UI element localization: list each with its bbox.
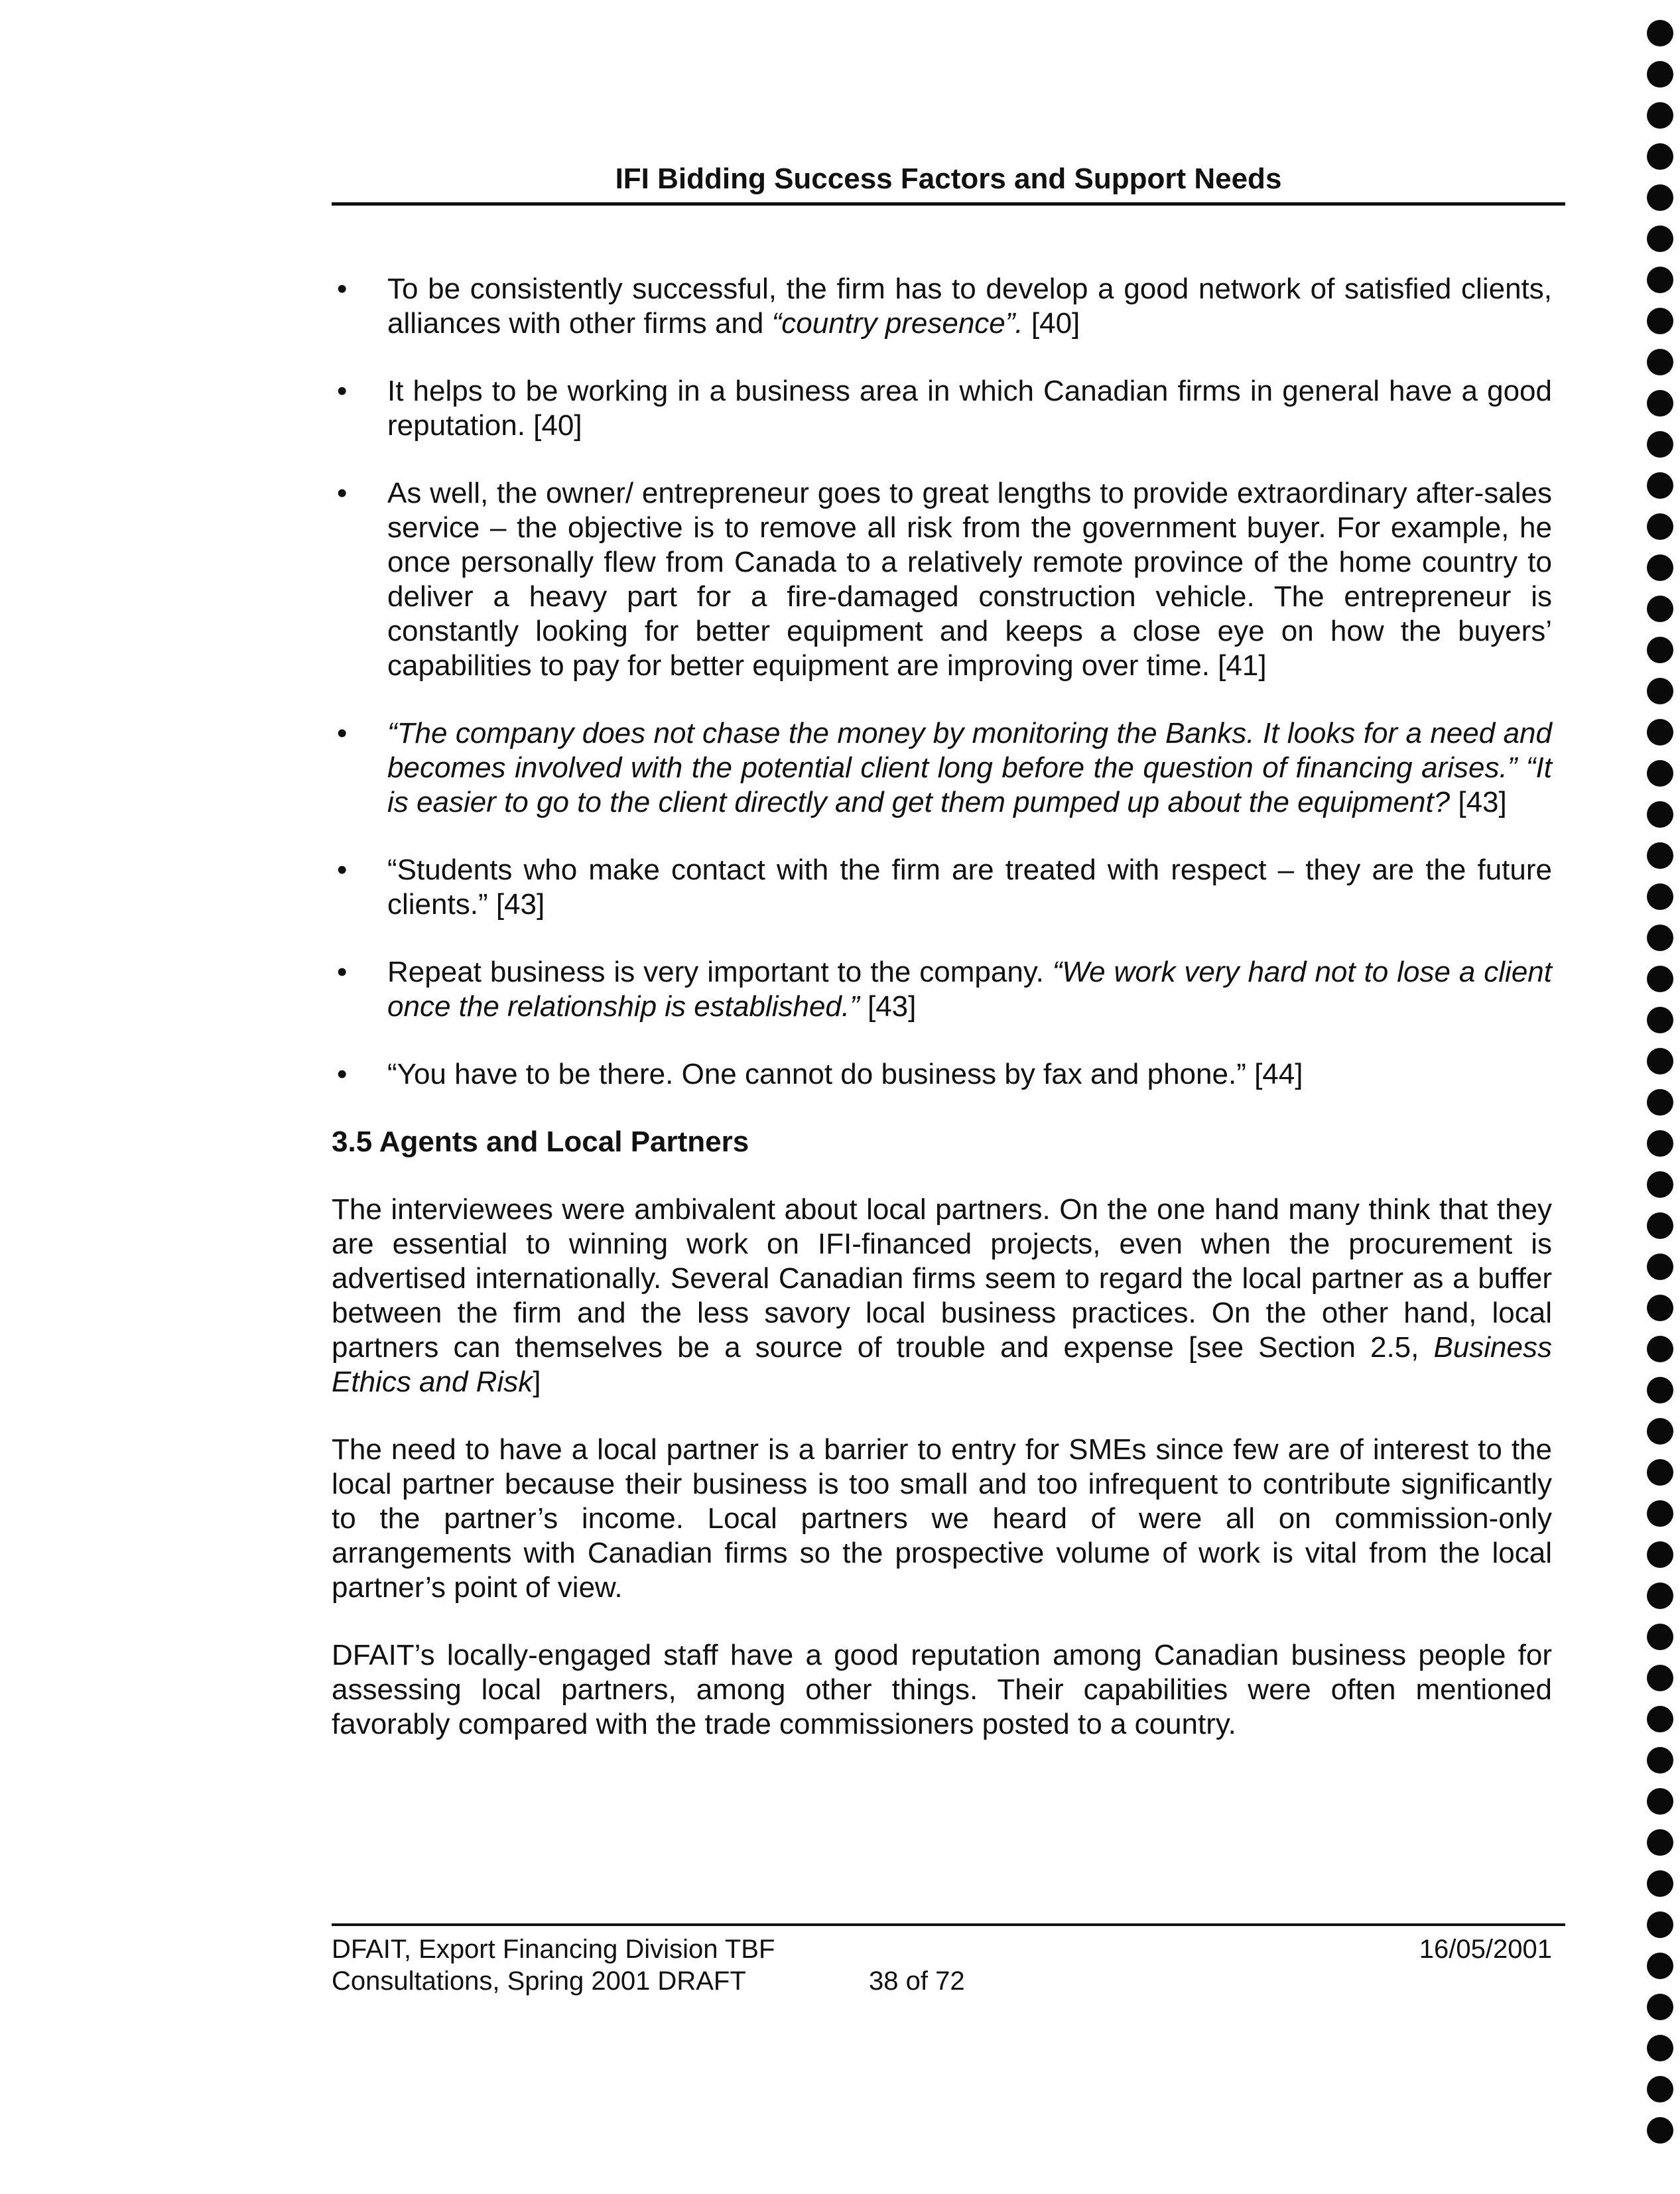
body-paragraph (332, 1638, 1552, 1742)
binding-hole (1647, 596, 1673, 622)
section-body (332, 1193, 1552, 1742)
binding-hole (1647, 1911, 1673, 1938)
binding-hole (1647, 390, 1673, 417)
binding-hole (1647, 719, 1673, 745)
binding-hole (1647, 308, 1673, 334)
body-paragraph (332, 1433, 1552, 1605)
italic-text: “We work very hard not to lose a client once the relationship is established.” (387, 956, 1552, 1023)
bullet-dot-icon: • (337, 1058, 348, 1090)
bullet-item (332, 853, 1552, 922)
footer-rule (332, 1923, 1565, 1926)
binding-hole (1647, 1500, 1673, 1527)
binding-hole (1647, 1541, 1673, 1568)
binding-hole (1647, 472, 1673, 499)
text-run: DFAIT’s locally-engaged staff have a good reputation among Canadian business people for assessing local partners, among other things. Their capabilities were often mentioned favorably compared with the trade commissioners posted to a country. (332, 1639, 1552, 1740)
italic-text: Business Ethics and Risk (332, 1331, 1552, 1398)
binding-hole (1647, 102, 1673, 129)
binding-hole (1647, 1254, 1673, 1280)
binding-hole (1647, 513, 1673, 540)
binding-hole (1647, 1624, 1673, 1650)
binding-hole (1647, 226, 1673, 252)
binding-hole (1647, 1336, 1673, 1362)
text-run: ] (533, 1366, 541, 1398)
binding-hole (1647, 637, 1673, 663)
page-number: 38 of 72 (869, 1967, 965, 1996)
binding-hole (1647, 1582, 1673, 1609)
text-run: [43] (1450, 786, 1507, 818)
binding-hole (1647, 2035, 1673, 2061)
text-run: It helps to be working in a business area in which Canadian firms in general have a good reputation. [40] (387, 375, 1552, 442)
binding-hole (1647, 678, 1673, 704)
binding-hole (1647, 1953, 1673, 1979)
bullet-list (332, 272, 1552, 1092)
binding-hole (1647, 801, 1673, 828)
italic-text: “country presence”. (771, 307, 1023, 340)
body-paragraph (332, 1193, 1552, 1399)
binding-hole (1647, 966, 1673, 992)
header-rule (332, 202, 1565, 206)
binding-hole (1647, 1007, 1673, 1033)
section-heading: 3.5 Agents and Local Partners (332, 1126, 749, 1158)
bullet-dot-icon: • (337, 854, 348, 886)
binding-hole (1647, 1870, 1673, 1897)
bullet-dot-icon: • (337, 375, 348, 407)
bullet-item (332, 1057, 1552, 1092)
footer-source (332, 1933, 775, 1997)
binding-hole (1647, 1418, 1673, 1445)
binding-hole (1647, 1747, 1673, 1774)
text-run: The interviewees were ambivalent about local partners. On the one hand many think that they are essential to winning work on IFI-financed projects, even when the procurement is advertised internationally. Several Canadian firms seem to regard the local partner as a buffer between the firm and the less savory local business practices. On the other hand, local partners can themselves be a source of trouble and expense [see Section 2.5, (332, 1193, 1552, 1364)
binding-hole (1647, 1048, 1673, 1074)
binding-hole (1647, 1130, 1673, 1157)
text-run: “Students who make contact with the firm are treated with respect – they are the future clients.” [43] (387, 854, 1552, 921)
binding-hole (1647, 20, 1673, 46)
bullet-dot-icon: • (337, 717, 348, 749)
binding-hole (1647, 1212, 1673, 1239)
binding-hole (1647, 2117, 1673, 2144)
text-run: “You have to be there. One cannot do business by fax and phone.” [44] (387, 1058, 1303, 1090)
bullet-item (332, 716, 1552, 820)
page-header-title: IFI Bidding Success Factors and Support Needs (615, 162, 1282, 195)
bullet-item (332, 272, 1552, 341)
binding-hole (1647, 267, 1673, 293)
bullet-item (332, 476, 1552, 683)
binding-hole (1647, 1788, 1673, 1815)
binding-hole (1647, 1295, 1673, 1321)
binding-hole (1647, 842, 1673, 869)
text-run: Repeat business is very important to the company. (387, 956, 1053, 988)
binding-hole (1647, 1994, 1673, 2020)
page-content (332, 272, 1552, 1775)
text-run: [40] (1023, 307, 1080, 340)
footer-date: 16/05/2001 (1419, 1935, 1552, 1964)
binding-hole (1647, 1829, 1673, 1856)
text-run: To be consistently successful, the firm has to develop a good network of satisfied clients, alliances with other firms and (387, 273, 1552, 340)
text-run: [43] (859, 990, 917, 1023)
footer-line-2: Consultations, Spring 2001 DRAFT (332, 1967, 746, 1996)
bullet-dot-icon: • (337, 956, 348, 988)
binding-hole (1647, 760, 1673, 787)
binding-hole (1647, 61, 1673, 88)
binding-hole (1647, 349, 1673, 375)
binding-hole (1647, 925, 1673, 951)
bullet-item (332, 955, 1552, 1024)
italic-text: “The company does not chase the money by monitoring the Banks. It looks for a need and becomes involved with the potential client long before the question of financing arises.” “It is easier to go to the client directly and get them pumped up about the equipment? (387, 717, 1552, 818)
binding-hole (1647, 1171, 1673, 1198)
bullet-item (332, 374, 1552, 443)
binding-hole (1647, 1459, 1673, 1486)
binding-hole (1647, 184, 1673, 211)
binding-hole (1647, 554, 1673, 581)
binding-hole (1647, 2076, 1673, 2102)
binding-hole (1647, 883, 1673, 910)
bullet-dot-icon: • (337, 477, 348, 509)
binding-hole (1647, 431, 1673, 458)
binding-hole (1647, 1706, 1673, 1732)
binding-hole (1647, 1665, 1673, 1691)
spiral-binding (1644, 20, 1677, 2189)
text-run: The need to have a local partner is a barrier to entry for SMEs since few are of interest to the local partner because their business is too small and too infrequent to contribute significantly to the partner’s income. Local partners we heard of were all on commission-only arrangements with Canadian firms so the prospective volume of work is vital from the local partner’s point of view. (332, 1433, 1552, 1604)
binding-hole (1647, 1089, 1673, 1116)
footer-line-1: DFAIT, Export Financing Division TBF (332, 1935, 775, 1964)
text-run: As well, the owner/ entrepreneur goes to great lengths to provide extraordinary after-sales service – the objective is to remove all risk from the government buyer. For example, he once personally flew from Canada to a relatively remote province of the home country to deliver a heavy part for a fire-damaged construction vehicle. The entrepreneur is constantly looking for better equipment and keeps a close eye on how the buyers’ capabilities to pay for better equipment are improving over time. [41] (387, 477, 1552, 682)
binding-hole (1647, 143, 1673, 170)
bullet-dot-icon: • (337, 273, 348, 305)
binding-hole (1647, 1377, 1673, 1403)
